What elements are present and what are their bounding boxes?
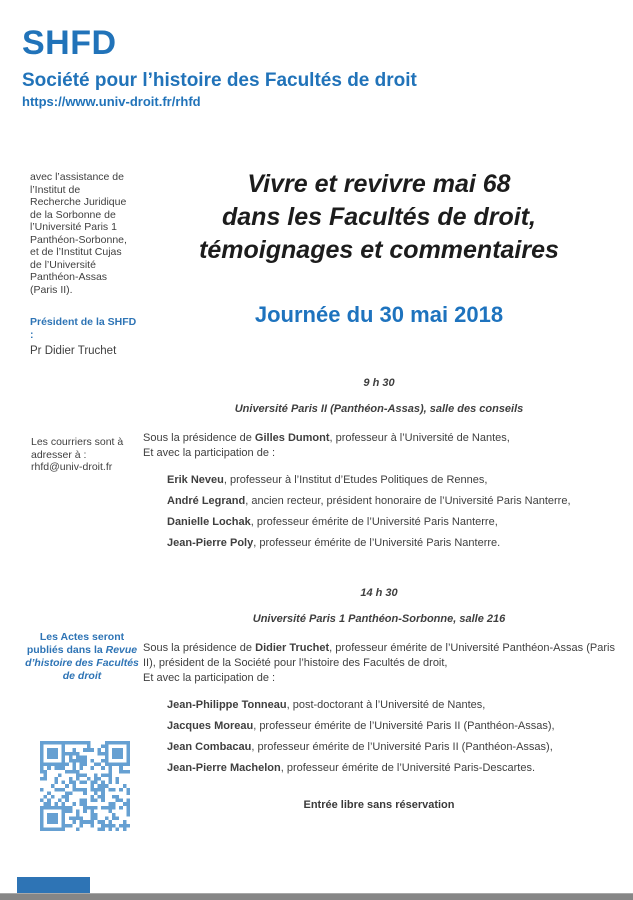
participant-row	[167, 536, 615, 550]
event-title	[143, 168, 615, 267]
org-url-link[interactable]: https://www.univ-droit.fr/rhfd	[22, 94, 201, 109]
participant-row	[167, 494, 615, 508]
participant-name: André Legrand	[167, 495, 246, 507]
bottom-border-bar	[0, 893, 633, 900]
header	[22, 24, 417, 111]
participant-row	[167, 515, 615, 529]
session-chair	[143, 641, 615, 671]
chair-suffix: , professeur émérite de l’Université Panthéon-Assas (Paris II), président de la Société pour l’histoire des Facultés de droit,	[143, 642, 615, 669]
participant-row	[167, 473, 615, 487]
org-name: Société pour l’histoire des Facultés de droit	[22, 70, 417, 91]
participant-desc: , professeur à l’Institut d’Etudes Politiques de Rennes,	[223, 474, 488, 486]
session-time: 9 h 30	[363, 377, 395, 389]
president-block	[30, 316, 140, 358]
entry-note: Entrée libre sans réservation	[303, 799, 455, 811]
participant-name: Jean-Philippe Tonneau	[167, 699, 287, 711]
participant-row	[167, 740, 615, 754]
session-chair	[143, 431, 615, 446]
participant-desc: , professeur émérite de l’Université Paris-Descartes.	[280, 762, 536, 774]
event-date-heading: Journée du 30 mai 2018	[254, 302, 504, 327]
participant-desc: , professeur émérite de l’Université Paris II (Panthéon-Assas),	[253, 720, 555, 732]
participant-name: Jean-Pierre Poly	[167, 537, 254, 549]
session-venue: Université Paris 1 Panthéon-Sorbonne, salle 216	[252, 613, 506, 625]
participant-desc: , post-doctorant à l’Université de Nantes,	[286, 699, 486, 711]
participation-label: Et avec la participation de :	[143, 447, 276, 459]
participant-name: Erik Neveu	[167, 474, 224, 486]
session-afternoon	[143, 587, 615, 782]
chair-name: Didier Truchet	[255, 642, 330, 654]
participant-row	[167, 761, 615, 775]
participant-row	[167, 719, 615, 733]
participation-label: Et avec la participation de :	[143, 672, 276, 684]
participant-desc: , professeur émérite de l’Université Paris Nanterre.	[253, 537, 501, 549]
chair-prefix: Sous la présidence de	[143, 432, 255, 444]
mail-note: Les courriers sont à adresser à : rhfd@univ-droit.fr	[31, 436, 124, 473]
participants-list	[143, 698, 615, 775]
event-title-line-1: Vivre et revivre mai 68	[247, 170, 511, 198]
event-title-line-3: témoignages et commentaires	[199, 236, 559, 264]
session-venue: Université Paris II (Panthéon-Assas), salle des conseils	[234, 403, 524, 415]
participant-row	[167, 698, 615, 712]
participants-list	[143, 473, 615, 550]
president-label: Président de la SHFD :	[30, 316, 137, 341]
president-name: Pr Didier Truchet	[30, 345, 117, 357]
qr-code	[40, 741, 130, 831]
org-abbreviation: SHFD	[22, 24, 117, 62]
participant-name: Jean Combacau	[167, 741, 252, 753]
participant-desc: , professeur émérite de l’Université Paris II (Panthéon-Assas),	[251, 741, 553, 753]
participant-name: Jacques Moreau	[167, 720, 254, 732]
chair-name: Gilles Dumont	[254, 432, 330, 444]
session-morning	[143, 377, 615, 557]
participant-desc: , ancien recteur, président honoraire de l’Université Paris Nanterre,	[245, 495, 571, 507]
chair-prefix: Sous la présidence de	[143, 642, 256, 654]
participant-desc: , professeur émérite de l’Université Paris Nanterre,	[250, 516, 498, 528]
journal-name: Revue d’histoire des Facultés de droit	[25, 644, 139, 682]
event-title-line-2: dans les Facultés de droit,	[222, 203, 536, 231]
publication-note-text: Les Actes seront publiés dans la	[26, 631, 125, 656]
assistance-note: avec l’assistance de l’Institut de Recherche Juridique de la Sorbonne de l’Université Paris 1 Panthéon-Sorbonne, et de l’Institut Cujas de l’Université Panthéon-Assas (Paris II).	[30, 171, 127, 296]
publication-note	[24, 631, 140, 683]
session-time: 14 h 30	[360, 587, 398, 599]
participant-name: Danielle Lochak	[167, 516, 251, 528]
chair-suffix: , professeur à l’Université de Nantes,	[329, 432, 510, 444]
footer-blue-bar	[17, 877, 90, 894]
participant-name: Jean-Pierre Machelon	[167, 762, 281, 774]
